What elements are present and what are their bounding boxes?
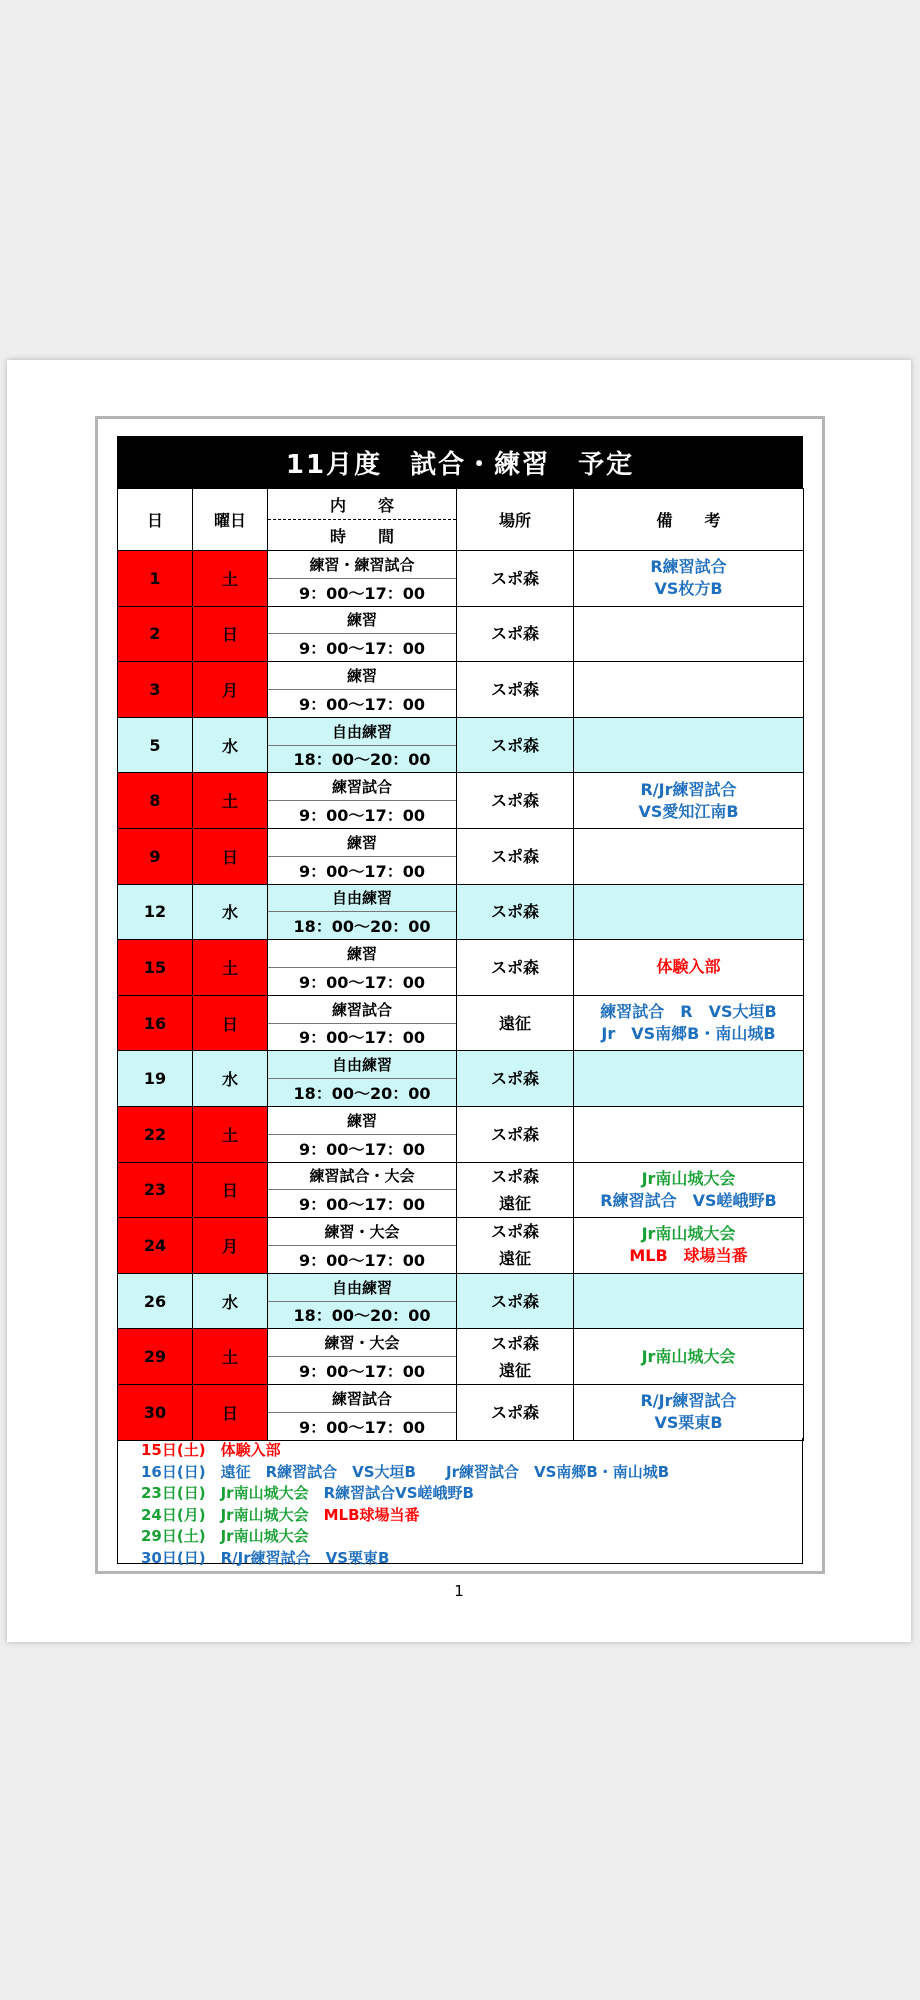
- place-label: スポ森: [490, 1222, 539, 1242]
- note-cell: [574, 1162, 804, 1218]
- place-cell: [457, 884, 574, 940]
- place-label: スポ森: [490, 1333, 539, 1353]
- summary-line: [141, 1548, 802, 1570]
- place-label: スポ森: [490, 1166, 539, 1186]
- document-page: [7, 360, 911, 1642]
- time-label: 9：00～17：00: [299, 694, 425, 714]
- weekday-cell: 月: [193, 1218, 268, 1274]
- place-label: スポ森: [490, 679, 539, 699]
- place-cell: [457, 1162, 574, 1218]
- remark-line: R/Jr練習試合: [640, 1391, 737, 1411]
- content-cell: [268, 551, 457, 607]
- table-row: [118, 1384, 804, 1440]
- day-cell: 8: [118, 773, 193, 829]
- weekday-cell: 水: [193, 1273, 268, 1329]
- note-cell: [574, 606, 804, 662]
- day-cell: 5: [118, 717, 193, 773]
- place-label: 遠征: [498, 1360, 531, 1380]
- summary-line: [141, 1483, 802, 1505]
- activity-label: 自由練習: [268, 1274, 456, 1302]
- content-cell: [268, 828, 457, 884]
- day-cell: 29: [118, 1329, 193, 1385]
- content-cell: [268, 1162, 457, 1218]
- summary-segment: 23日(日) Jr南山城大会: [141, 1484, 324, 1502]
- day-cell: 15: [118, 940, 193, 996]
- day-cell: 19: [118, 1051, 193, 1107]
- remark-line: R練習試合: [650, 557, 727, 577]
- time-label: 9：00～17：00: [299, 639, 425, 659]
- activity-label: 練習・大会: [268, 1218, 456, 1246]
- table-row: [118, 828, 804, 884]
- remark-line: Jr南山城大会: [641, 1346, 736, 1366]
- weekday-cell: 水: [193, 1051, 268, 1107]
- table-row: [118, 1329, 804, 1385]
- place-cell: [457, 940, 574, 996]
- table-row: [118, 940, 804, 996]
- time-label: 9：00～17：00: [299, 806, 425, 826]
- place-cell: [457, 828, 574, 884]
- schedule-table: [117, 488, 804, 1441]
- weekday-cell: 土: [193, 1106, 268, 1162]
- place-cell: [457, 1106, 574, 1162]
- table-row: [118, 773, 804, 829]
- note-cell: [574, 995, 804, 1051]
- remark-line: Jr南山城大会: [641, 1224, 736, 1244]
- time-label: 9：00～17：00: [299, 1139, 425, 1159]
- summary-line: [141, 1505, 802, 1527]
- weekday-cell: 水: [193, 717, 268, 773]
- activity-label: 練習: [268, 1107, 456, 1135]
- table-row: [118, 606, 804, 662]
- activity-label: 練習: [268, 829, 456, 857]
- note-cell: [574, 1106, 804, 1162]
- content-cell: [268, 884, 457, 940]
- content-cell: [268, 662, 457, 718]
- activity-label: 練習: [268, 662, 456, 690]
- place-label: スポ森: [490, 568, 539, 588]
- remark-line: 練習試合 R VS大垣B: [600, 1002, 777, 1022]
- content-cell: [268, 1218, 457, 1274]
- place-cell: [457, 773, 574, 829]
- table-row: [118, 995, 804, 1051]
- summary-segment: 15日(土) 体験入部: [141, 1441, 281, 1459]
- place-label: スポ森: [490, 1069, 539, 1089]
- remark-line: Jr南山城大会: [641, 1168, 736, 1188]
- schedule-title: 11月度 試合・練習 予定: [117, 436, 803, 488]
- remark-line: 体験入部: [656, 957, 721, 977]
- summary-line: [141, 1526, 802, 1548]
- day-cell: 30: [118, 1384, 193, 1440]
- weekday-cell: 土: [193, 773, 268, 829]
- summary-notes: [117, 1438, 803, 1567]
- day-cell: 22: [118, 1106, 193, 1162]
- day-cell: 2: [118, 606, 193, 662]
- day-cell: 9: [118, 828, 193, 884]
- summary-line: [141, 1440, 802, 1462]
- time-label: 18：00～20：00: [293, 1084, 431, 1104]
- remark-line: MLB 球場当番: [629, 1246, 748, 1266]
- summary-segment: MLB球場当番: [323, 1505, 420, 1524]
- table-row: [118, 662, 804, 718]
- place-label: スポ森: [490, 902, 539, 922]
- place-label: 遠征: [498, 1193, 531, 1213]
- day-cell: 16: [118, 995, 193, 1051]
- place-cell: [457, 1384, 574, 1440]
- place-label: スポ森: [490, 846, 539, 866]
- content-cell: [268, 606, 457, 662]
- note-cell: [574, 717, 804, 773]
- note-cell: [574, 940, 804, 996]
- table-row: [118, 717, 804, 773]
- content-cell: [268, 1384, 457, 1440]
- time-label: 9：00～17：00: [299, 1362, 425, 1381]
- time-label: 9：00～17：00: [299, 1195, 425, 1215]
- note-cell: [574, 1051, 804, 1107]
- activity-label: 練習試合: [268, 773, 456, 801]
- weekday-cell: 土: [193, 940, 268, 996]
- table-row: [118, 1273, 804, 1329]
- day-cell: 23: [118, 1162, 193, 1218]
- table-header-row: [118, 489, 804, 551]
- weekday-cell: 日: [193, 1384, 268, 1440]
- table-row: [118, 551, 804, 607]
- day-cell: 12: [118, 884, 193, 940]
- time-label: 9：00～17：00: [299, 1250, 425, 1270]
- summary-segment: 30日(日) R/Jr練習試合 VS栗東B: [141, 1548, 390, 1567]
- note-cell: [574, 828, 804, 884]
- header-content: [268, 489, 457, 551]
- remark-line: VS栗東B: [654, 1413, 723, 1433]
- header-place: 場所: [457, 489, 574, 551]
- place-label: スポ森: [490, 624, 539, 644]
- place-label: スポ森: [490, 791, 539, 811]
- activity-label: 自由練習: [268, 1051, 456, 1079]
- note-cell: [574, 662, 804, 718]
- table-row: [118, 1218, 804, 1274]
- remark-line: VS愛知江南B: [638, 801, 739, 821]
- time-label: 18：00～20：00: [293, 917, 431, 937]
- note-cell: [574, 1384, 804, 1440]
- weekday-cell: 日: [193, 828, 268, 884]
- day-cell: 1: [118, 551, 193, 607]
- content-cell: [268, 1329, 457, 1385]
- content-cell: [268, 717, 457, 773]
- place-cell: [457, 1051, 574, 1107]
- activity-label: 練習: [268, 607, 456, 635]
- header-content-bottom: 時 間: [329, 526, 394, 546]
- content-cell: [268, 1273, 457, 1329]
- weekday-cell: 日: [193, 606, 268, 662]
- place-cell: [457, 1218, 574, 1274]
- note-cell: [574, 884, 804, 940]
- time-label: 9：00～17：00: [299, 1417, 425, 1437]
- place-cell: [457, 995, 574, 1051]
- time-label: 9：00～17：00: [299, 583, 425, 603]
- summary-segment: 24日(月) Jr南山城大会: [141, 1505, 324, 1524]
- day-cell: 3: [118, 662, 193, 718]
- summary-segment: 29日(土) Jr南山城大会: [141, 1527, 309, 1545]
- note-cell: [574, 551, 804, 607]
- header-day: 日: [118, 489, 193, 551]
- time-label: 9：00～17：00: [299, 1028, 425, 1048]
- note-cell: [574, 773, 804, 829]
- note-cell: [574, 1218, 804, 1274]
- place-cell: [457, 606, 574, 662]
- weekday-cell: 月: [193, 662, 268, 718]
- content-cell: [268, 995, 457, 1051]
- page-number: 1: [454, 1582, 464, 1600]
- place-label: スポ森: [490, 1291, 539, 1311]
- weekday-cell: 土: [193, 1329, 268, 1385]
- place-cell: [457, 551, 574, 607]
- place-label: スポ森: [490, 1402, 539, 1422]
- place-label: スポ森: [490, 957, 539, 977]
- place-cell: [457, 662, 574, 718]
- weekday-cell: 水: [193, 884, 268, 940]
- content-cell: [268, 1051, 457, 1107]
- remark-line: VS枚方B: [654, 579, 723, 599]
- summary-line: [141, 1462, 802, 1484]
- content-cell: [268, 1106, 457, 1162]
- place-label: スポ森: [490, 735, 539, 755]
- place-cell: [457, 1273, 574, 1329]
- day-cell: 26: [118, 1273, 193, 1329]
- content-cell: [268, 773, 457, 829]
- content-cell: [268, 940, 457, 996]
- place-label: 遠征: [498, 1013, 531, 1033]
- place-cell: [457, 1329, 574, 1385]
- day-cell: 24: [118, 1218, 193, 1274]
- note-cell: [574, 1329, 804, 1385]
- time-label: 18：00～20：00: [293, 1306, 431, 1326]
- header-note: 備 考: [574, 489, 804, 551]
- activity-label: 練習試合・大会: [268, 1163, 456, 1191]
- summary-segment: 16日(日) 遠征 R練習試合 VS大垣B Jr練習試合 VS南郷B・南山城B: [141, 1462, 670, 1481]
- activity-label: 自由練習: [268, 885, 456, 913]
- activity-label: 練習: [268, 940, 456, 968]
- place-cell: [457, 717, 574, 773]
- note-cell: [574, 1273, 804, 1329]
- weekday-cell: 日: [193, 1162, 268, 1218]
- remark-line: Jr VS南郷B・南山城B: [601, 1024, 776, 1044]
- activity-label: 練習・大会: [268, 1329, 456, 1357]
- activity-label: 練習・練習試合: [268, 551, 456, 579]
- table-row: [118, 1051, 804, 1107]
- weekday-cell: 日: [193, 995, 268, 1051]
- time-label: 9：00～17：00: [299, 861, 425, 881]
- table-row: [118, 1106, 804, 1162]
- weekday-cell: 土: [193, 551, 268, 607]
- remark-line: R練習試合 VS嵯峨野B: [600, 1190, 777, 1210]
- table-row: [118, 1162, 804, 1218]
- activity-label: 自由練習: [268, 718, 456, 746]
- remark-line: R/Jr練習試合: [640, 779, 737, 799]
- summary-segment: R練習試合VS嵯峨野B: [323, 1484, 474, 1502]
- activity-label: 練習試合: [268, 1385, 456, 1413]
- place-label: スポ森: [490, 1124, 539, 1144]
- activity-label: 練習試合: [268, 996, 456, 1024]
- place-label: 遠征: [498, 1249, 531, 1269]
- time-label: 9：00～17：00: [299, 972, 425, 992]
- table-row: [118, 884, 804, 940]
- header-dow: 曜日: [193, 489, 268, 551]
- header-content-top: 内 容: [268, 489, 456, 520]
- time-label: 18：00～20：00: [293, 750, 431, 770]
